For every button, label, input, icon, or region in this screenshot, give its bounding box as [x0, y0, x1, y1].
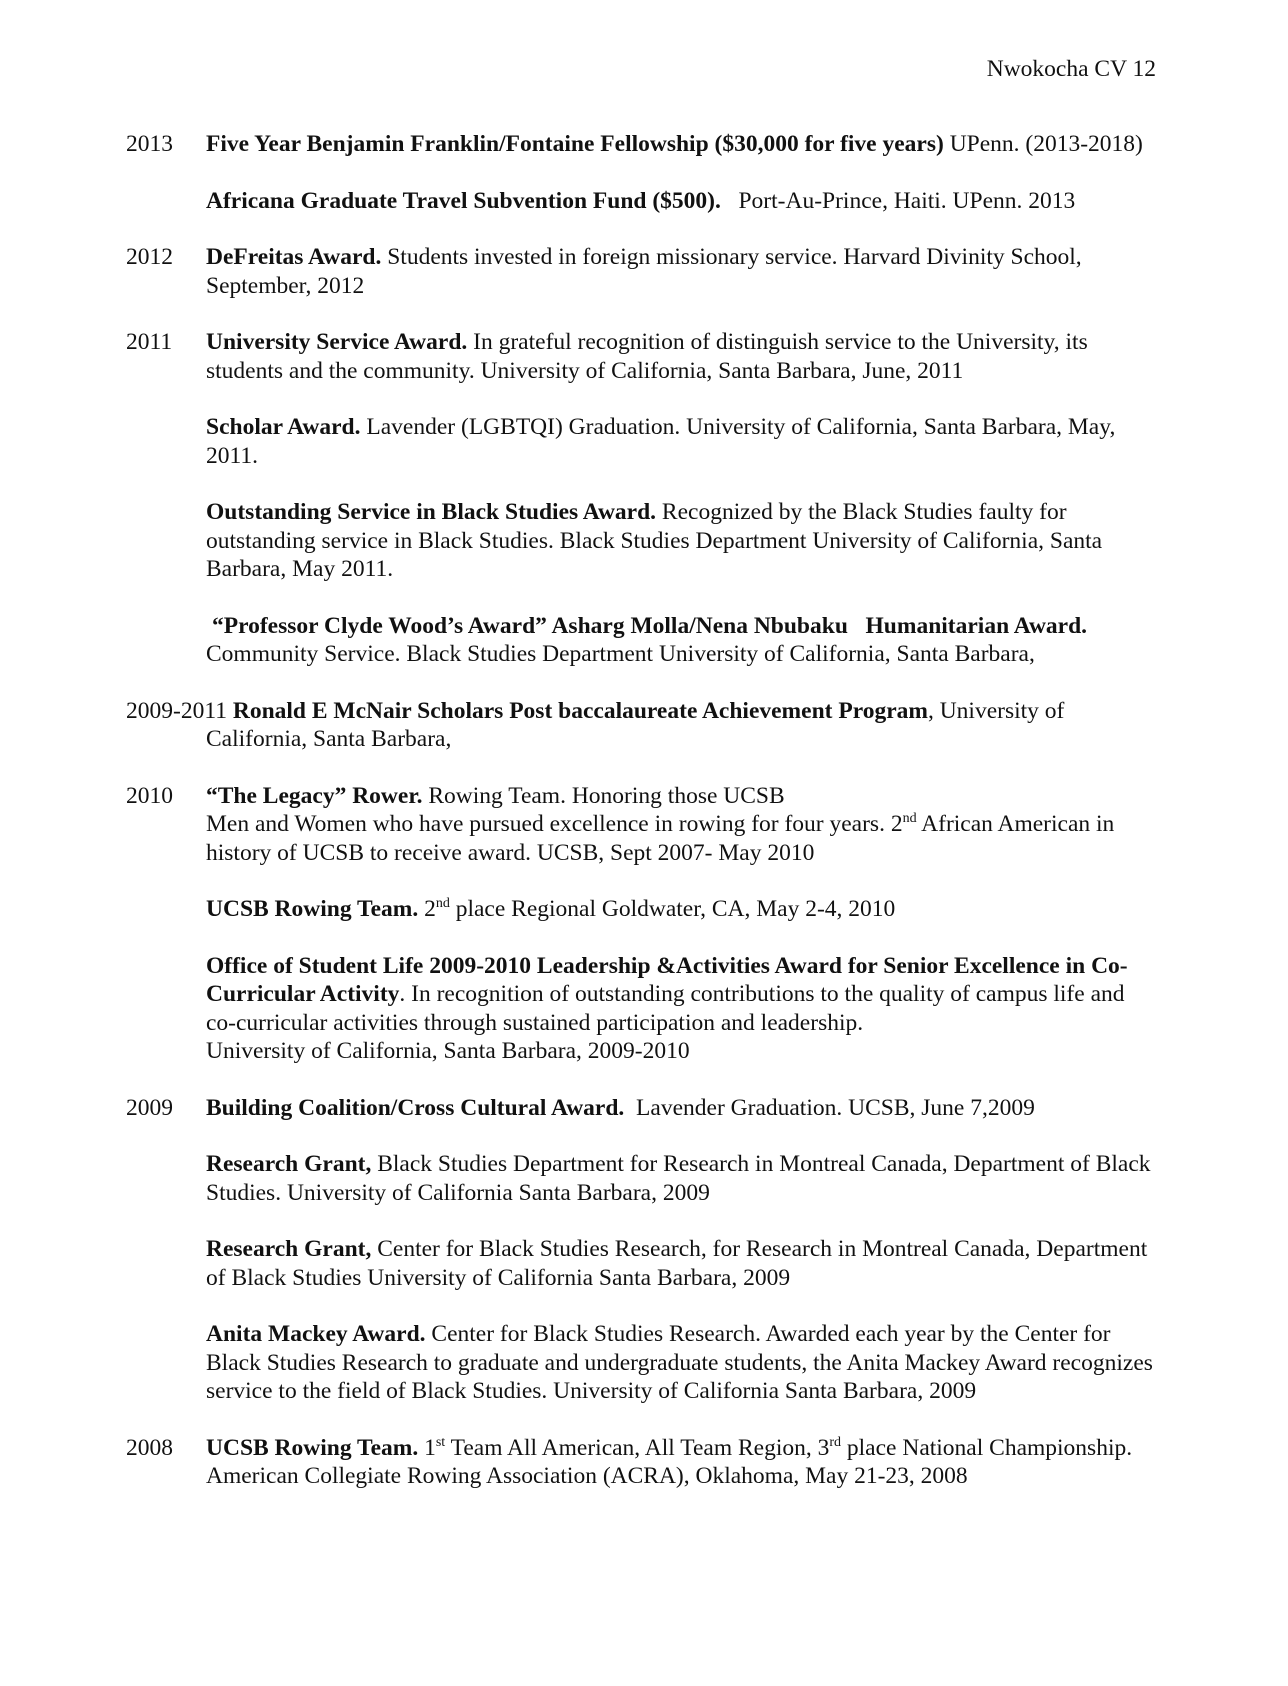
award-title: Scholar Award.	[206, 414, 361, 440]
award-description: Men and Women who have pursued excellence in rowing for four years. 2	[206, 811, 903, 837]
award-title: Five Year Benjamin Franklin/Fontaine Fellowship ($30,000 for five years)	[206, 131, 944, 157]
award-entry	[126, 187, 1156, 216]
award-title: “The Legacy” Rower.	[206, 782, 423, 809]
award-title: Office of Student Life 2009-2010 Leadership &Activities Award for Senior Excellence in Co-Curricular Activity	[206, 952, 1128, 1007]
award-entry	[126, 697, 1156, 754]
award-description: Team All American, All Team Region, 3	[445, 1434, 830, 1461]
award-description: , University of California, Santa Barbara,	[206, 697, 1065, 752]
award-year: 2012	[126, 244, 173, 270]
award-year: 2009-2011	[126, 697, 227, 724]
award-description: In grateful recognition of distinguish service to the University, its students and the community. University of California, Santa Barbara, June, 2011	[206, 329, 1088, 384]
award-title: Anita Mackey Award.	[206, 1321, 426, 1347]
award-entry	[126, 1235, 1156, 1292]
award-description: . In recognition of outstanding contributions to the quality of campus life and co-curricular activities through sustained participation and leadership.	[206, 981, 1125, 1036]
awards-list	[126, 130, 1156, 1519]
award-entry	[126, 130, 1156, 159]
award-entry	[126, 895, 1156, 924]
award-entry	[126, 1434, 1156, 1491]
award-description: place Regional Goldwater, CA, May 2-4, 2010	[449, 896, 896, 922]
award-title: Outstanding Service in Black Studies Award.	[206, 499, 657, 525]
award-year: 2011	[126, 329, 173, 355]
award-title: Building Coalition/Cross Cultural Award.	[206, 1094, 625, 1121]
award-description: Center for Black Studies Research, for Research in Montreal Canada, Department of Black Studies University of California Santa Barbara, 2009	[206, 1236, 1148, 1291]
award-description: place National Championship. American Collegiate Rowing Association (ACRA), Oklahoma, May 21-23, 2008	[206, 1434, 1133, 1489]
award-title: “Professor Clyde Wood’s Award” Asharg Molla/Nena Nbubaku Humanitarian Award.	[212, 612, 1088, 639]
award-title: Research Grant,	[206, 1236, 372, 1262]
award-entry	[126, 413, 1156, 470]
award-entry	[126, 612, 1156, 669]
award-title: DeFreitas Award.	[206, 244, 382, 270]
award-description: Rowing Team. Honoring those UCSB	[422, 782, 785, 809]
award-description: Recognized by the Black Studies faulty for outstanding service in Black Studies. Black Studies Department University of California, Santa Barbara, May 2011.	[206, 499, 1103, 582]
award-entry	[126, 952, 1156, 1066]
ordinal-suffix: nd	[902, 811, 917, 827]
ordinal-suffix: rd	[829, 1434, 842, 1450]
award-title: University Service Award.	[206, 329, 468, 355]
award-description: African American in history of UCSB to receive award. UCSB, Sept 2007- May 2010	[206, 811, 1115, 866]
award-description: Black Studies Department for Research in Montreal Canada, Department of Black Studies. University of California Santa Barbara, 2009	[206, 1151, 1151, 1206]
award-description: 1	[418, 1434, 436, 1461]
award-description: UPenn. (2013-2018)	[943, 131, 1143, 157]
award-year: 2008	[126, 1434, 173, 1461]
award-entry	[126, 1320, 1156, 1406]
award-entry	[126, 1094, 1156, 1123]
award-description: Lavender (LGBTQI) Graduation. University of California, Santa Barbara, May, 2011.	[206, 414, 1116, 469]
award-title: UCSB Rowing Team.	[206, 896, 419, 922]
award-year: 2010	[126, 782, 173, 809]
award-description: Students invested in foreign missionary service. Harvard Divinity School, September, 2012	[206, 244, 1082, 299]
award-entry	[126, 328, 1156, 385]
award-description: 2	[418, 896, 436, 922]
award-title: Africana Graduate Travel Subvention Fund ($500).	[206, 187, 721, 214]
award-description: Community Service. Black Studies Department University of California, Santa Barbara,	[206, 641, 1035, 667]
award-title: Ronald E McNair Scholars Post baccalaureate Achievement Program	[232, 697, 928, 724]
award-description: Center for Black Studies Research. Awarded each year by the Center for Black Studies Research to graduate and undergraduate students, the Anita Mackey Award recognizes service to the field of Black Studies. University of California Santa Barbara, 2009	[206, 1321, 1153, 1404]
award-description: Lavender Graduation. UCSB, June 7,2009	[624, 1094, 1035, 1121]
award-entry	[126, 782, 1156, 868]
award-year: 2009	[126, 1094, 173, 1121]
award-entry	[126, 1150, 1156, 1207]
award-entry	[126, 243, 1156, 300]
award-title: Research Grant,	[206, 1151, 372, 1177]
award-description: University of California, Santa Barbara, 2009-2010	[206, 1038, 690, 1064]
award-entry	[126, 498, 1156, 584]
award-title: UCSB Rowing Team.	[206, 1434, 419, 1461]
page-header: Nwokocha CV 12	[986, 56, 1156, 82]
ordinal-suffix: st	[435, 1434, 446, 1450]
award-description: Port-Au-Prince, Haiti. UPenn. 2013	[720, 187, 1076, 214]
ordinal-suffix: nd	[435, 896, 450, 912]
award-year: 2013	[126, 131, 173, 157]
